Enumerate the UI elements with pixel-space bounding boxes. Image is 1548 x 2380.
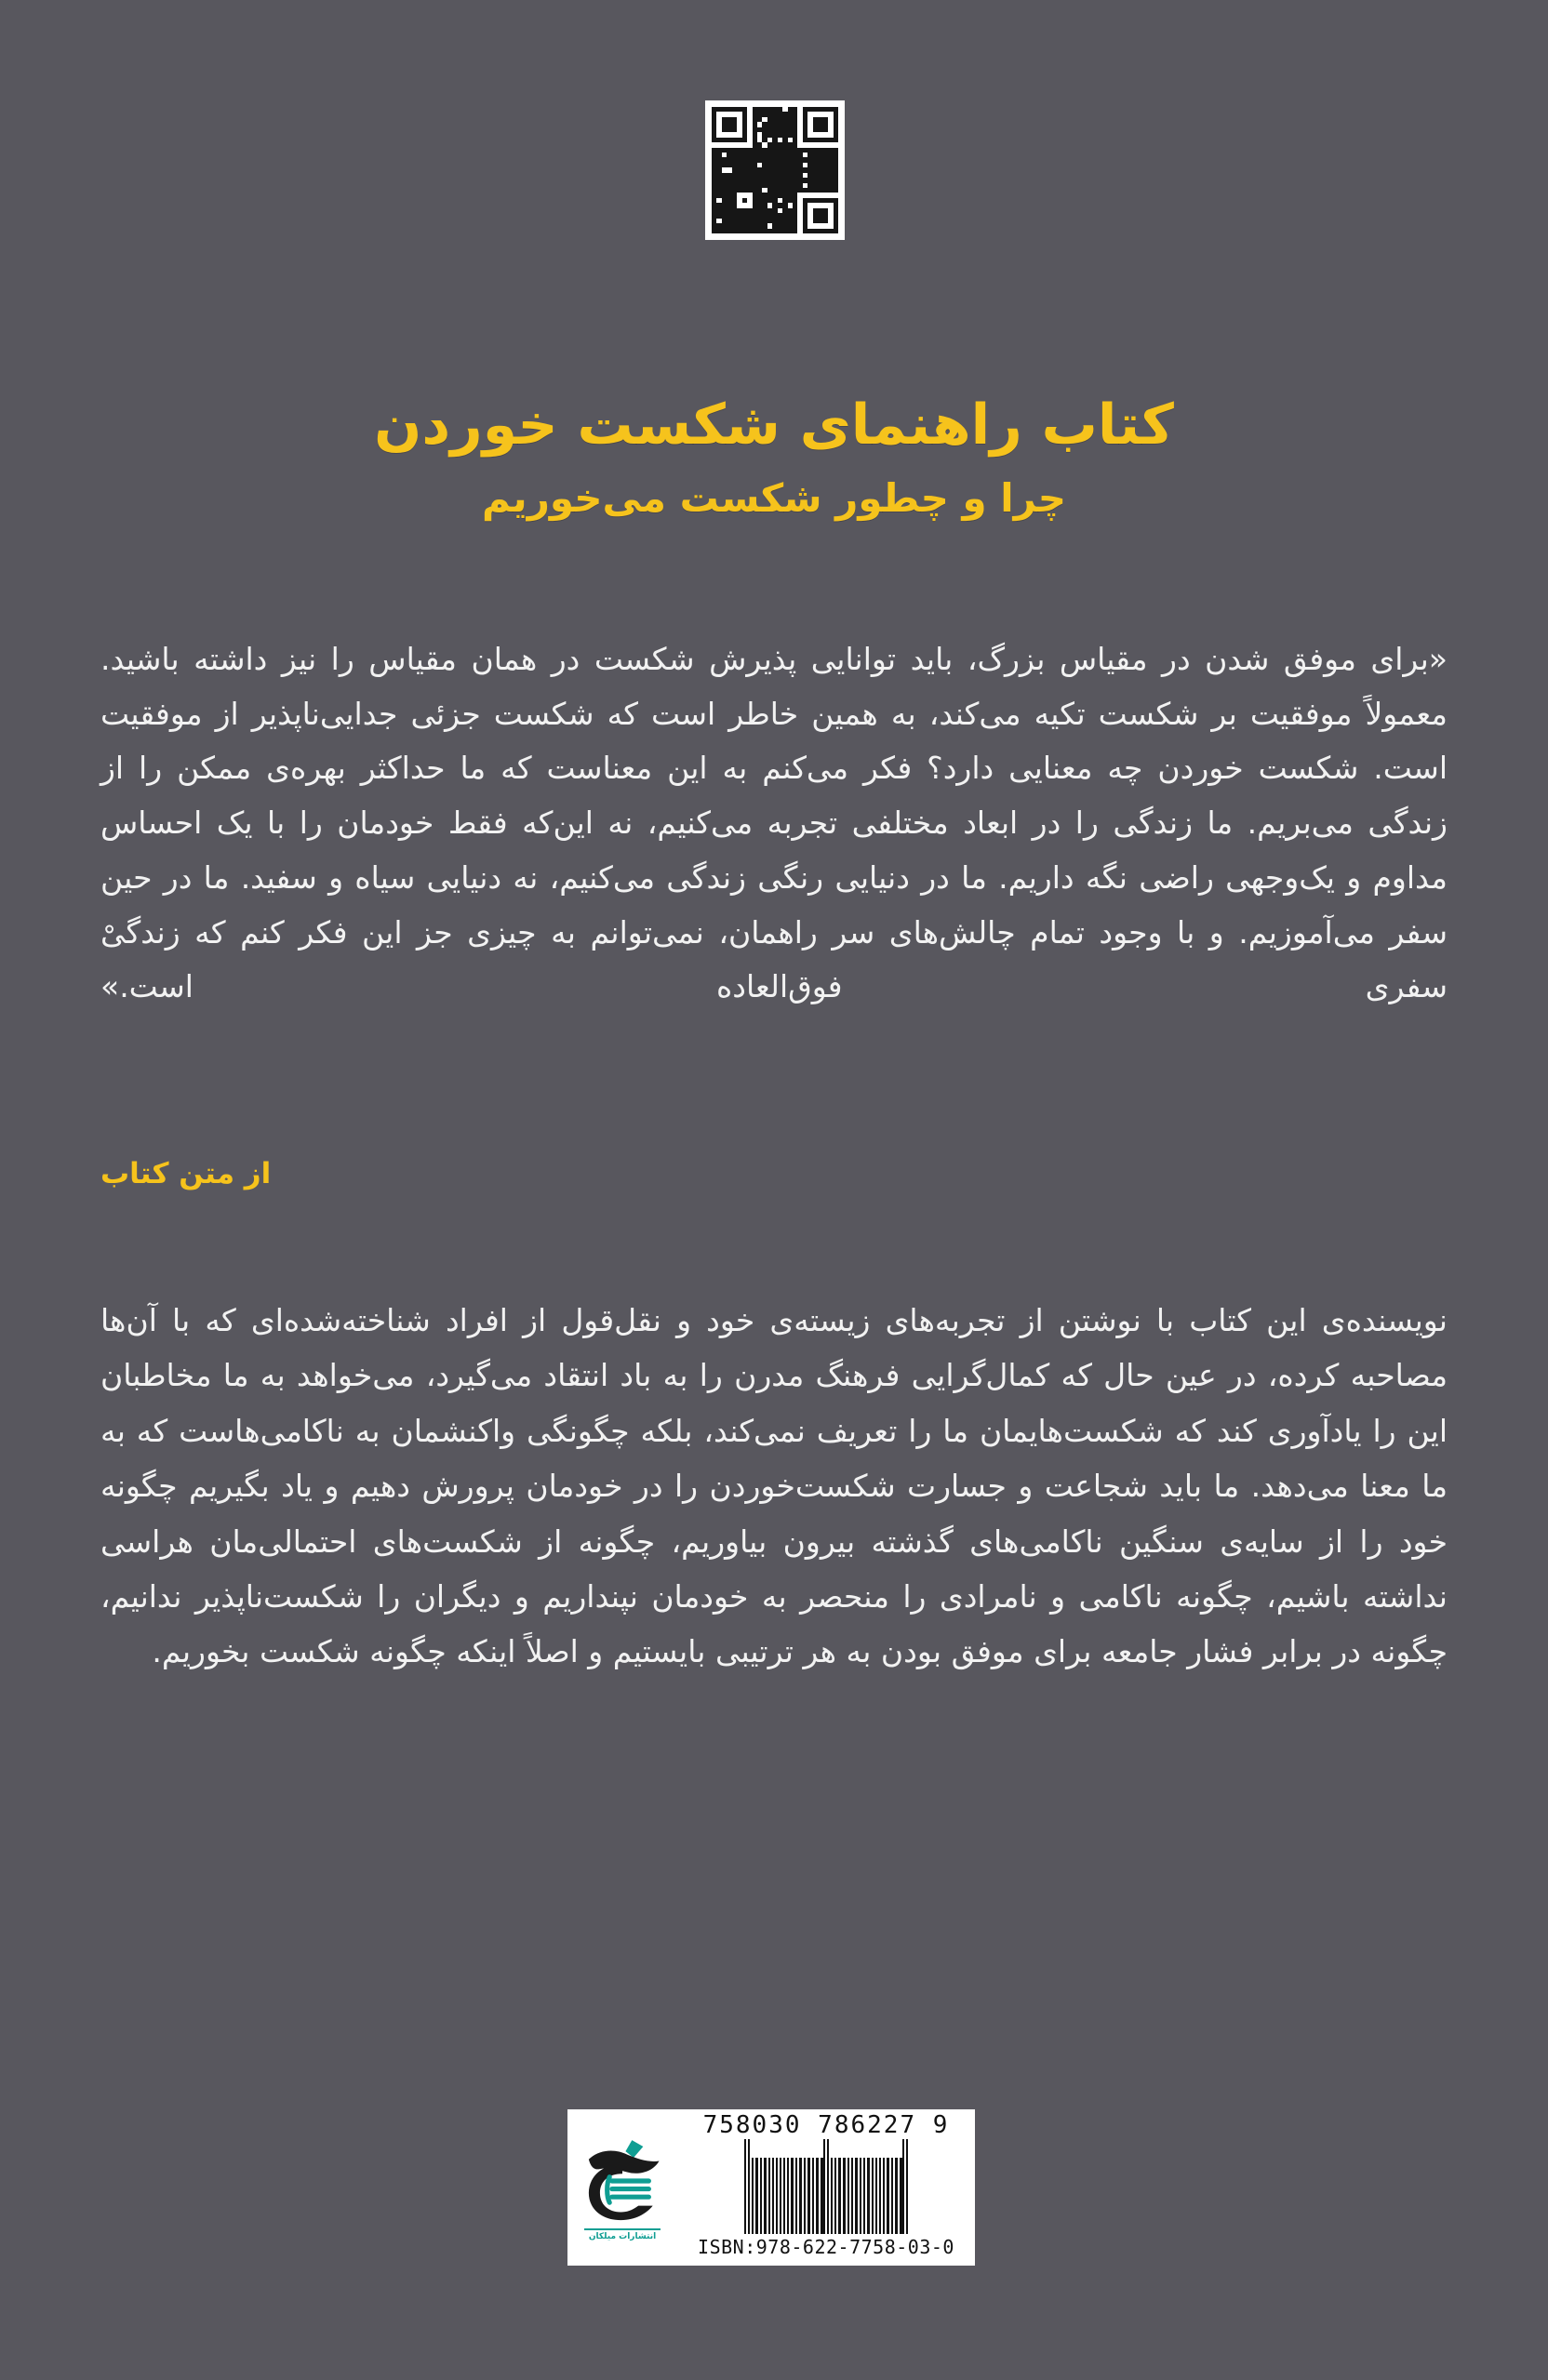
isbn-barcode-panel <box>567 2109 975 2266</box>
qr-code-matrix <box>712 107 838 233</box>
isbn-text: ISBN:978-622-7758-03-0 <box>698 2236 954 2258</box>
title-block <box>0 391 1548 525</box>
page-title: کتاب راهنمای شکست خوردن <box>374 392 1174 458</box>
quote-text: «برای موفق شدن در مقیاس بزرگ، باید توانایی پذیرش شکست در همان مقیاس را نیز داشته باشید. معمولاً موفقیت بر شکست تکیه می‌کند، به همین خاطر است که شکست جزئی جدایی‌ناپذیر از موفقیت است. شکست خوردن چه معنایی دارد؟ فکر می‌کنم به این معناست که ما حداکثر بهره‌ی ممکن را از زندگی می‌بریم. ما زندگی را در ابعاد مختلفی تجربه می‌کنیم، نه این‌که فقط خودمان را با یک احساس مداوم و یک‌وجهی راضی نگه داریم. ما در دنیایی رنگی زندگی می‌کنیم، نه دنیایی سیاه و سفید. ما در حین سفر می‌آموزیم. و با وجود تمام چالش‌های سر راهمان، نمی‌توانم به چیزی جز این فکر کنم که زندگیْ سفری فوق‌العاده است.» <box>100 641 1448 1005</box>
bird-book-icon <box>582 2136 662 2226</box>
description-text: نویسنده‌ی این کتاب با نوشتن از تجربه‌های زیسته‌ی خود و نقل‌قول از افراد شناخته‌شده‌ای که با آن‌ها مصاحبه کرده، در عین حال که کمال‌گرایی فرهنگ مدرن را به باد انتقاد می‌گیرد، می‌خواهد به ما مخاطبان این را یادآوری کند که شکست‌هایمان ما را تعریف نمی‌کند، بلکه چگونگی واکنشمان به ناکامی‌هاست که به ما معنا می‌دهد. ما باید شجاعت و جسارت شکست‌خوردن را در خودمان پرورش دهیم و یاد بگیریم چگونه خود را از سایه‌ی سنگین ناکامی‌های گذشته بیرون بیاوریم، چگونه از شکست‌های احتمالی‌مان هراسی نداشته باشیم، چگونه ناکامی و نامرادی را منحصر به خودمان نپنداریم و دیگران را شکست‌ناپذیر ندانیم، چگونه در برابر فشار جامعه برای موفق بودن به هر ترتیبی بایستیم و اصلاً اینکه چگونه شکست بخوریم. <box>100 1302 1448 1670</box>
description-block <box>100 1293 1448 1680</box>
quote-source <box>100 1157 1448 1190</box>
barcode-bars <box>683 2139 969 2234</box>
publisher-logo <box>567 2109 677 2266</box>
qr-code[interactable] <box>705 100 845 240</box>
barcode-area <box>677 2109 975 2266</box>
quote-source-label: از متن کتاب <box>100 1157 272 1190</box>
page-subtitle: چرا و چطور شکست می‌خوریم <box>482 475 1066 521</box>
quote-block <box>100 632 1448 1015</box>
publisher-name: انتشارات میلکان <box>588 2231 657 2241</box>
ean-digits: 9 786227 758030 <box>702 2111 950 2139</box>
publisher-rule <box>584 2228 661 2230</box>
